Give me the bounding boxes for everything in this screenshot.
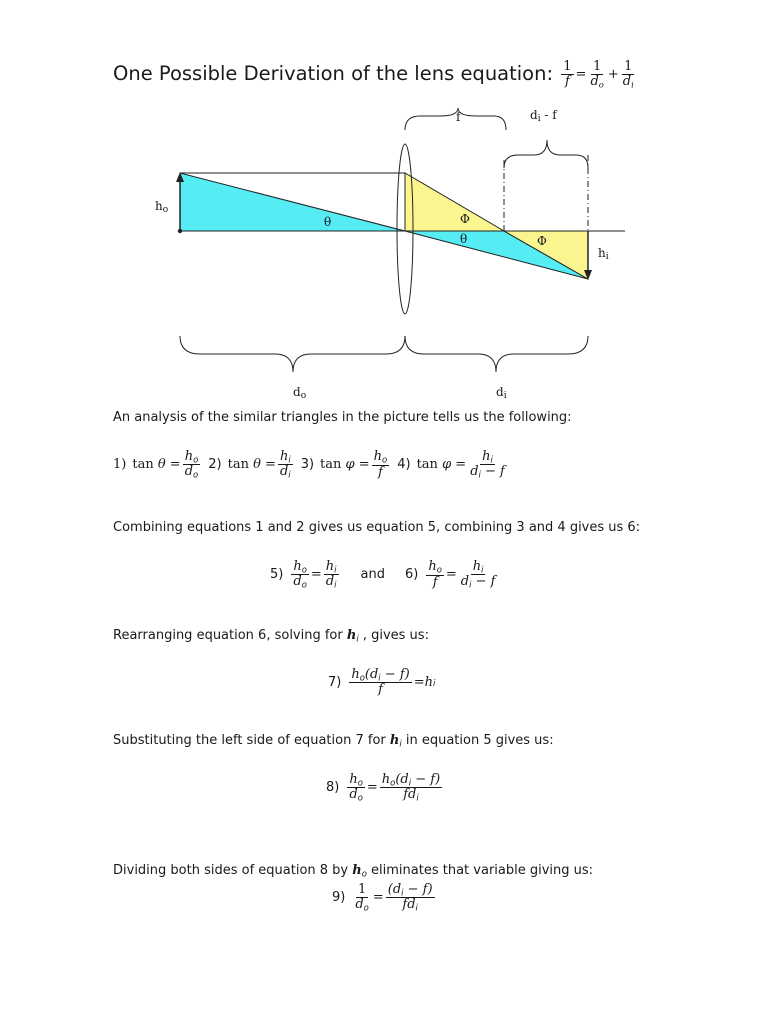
brace-do xyxy=(180,336,405,372)
paragraph-rearranging: Rearranging equation 6, solving for $h_i$ , gives us: xyxy=(113,628,429,644)
label-hi: hi xyxy=(598,246,609,262)
label-f: f xyxy=(456,110,461,124)
label-di: di xyxy=(496,385,507,401)
equation-7: 7) $\frac{h_o(d_i - f)}{f}$ = h i xyxy=(328,667,436,698)
lens-equation: $\frac{1}{f}$ = $\frac{1}{d_o}$ + $\frac{1}{d_i}$ xyxy=(563,59,634,90)
equations-1-to-4: 1) tan θ = $\frac{h_o}{d_o}$ 2) tan θ = $\frac{h_i}{d_i}$ 3) tan φ = $\frac{h_o}{f}$ 4) tan φ = $\frac{h_i}{d_i - f}$ xyxy=(113,449,505,480)
label-theta-2: θ xyxy=(460,232,468,246)
page-title-text: One Possible Derivation of the lens equation: xyxy=(113,62,554,86)
equation-9: 9) $\frac{1}{d_o}$ = $\frac{(d_i - f)}{fd_i}$ xyxy=(332,882,433,913)
paragraph-substituting: Substituting the left side of equation 7 for $h_i$ in equation 5 gives us: xyxy=(113,733,554,749)
label-phi-1: Φ xyxy=(460,212,470,226)
lens-diagram xyxy=(0,0,768,410)
equations-5-and-6: 5) $\frac{h_o}{d_o}$ = $\frac{h_i}{d_i}$ and 6) $\frac{h_o}{f}$ = $\frac{h_i}{d_i - f}$ xyxy=(270,559,496,590)
object-triangle xyxy=(180,173,405,231)
paragraph-similar-triangles: An analysis of the similar triangles in the picture tells us the following: xyxy=(113,410,572,425)
brace-di xyxy=(405,336,588,372)
label-ho: ho xyxy=(155,199,169,215)
brace-di-minus-f xyxy=(504,140,588,168)
label-phi-2: Φ xyxy=(537,234,547,248)
label-di-minus-f: di - f xyxy=(530,108,557,124)
object-base-dot xyxy=(178,229,182,233)
paragraph-dividing: Dividing both sides of equation 8 by $h_o$ eliminates that variable giving us: xyxy=(113,863,594,879)
label-do: do xyxy=(293,385,307,401)
label-theta-1: θ xyxy=(324,215,332,229)
paragraph-combining: Combining equations 1 and 2 gives us equation 5, combining 3 and 4 gives us 6: xyxy=(113,520,641,535)
focal-triangle-upper xyxy=(405,173,504,231)
equation-8: 8) $\frac{h_o}{d_o}$ = $\frac{h_o(d_i - f)}{fd_i}$ xyxy=(326,772,441,803)
